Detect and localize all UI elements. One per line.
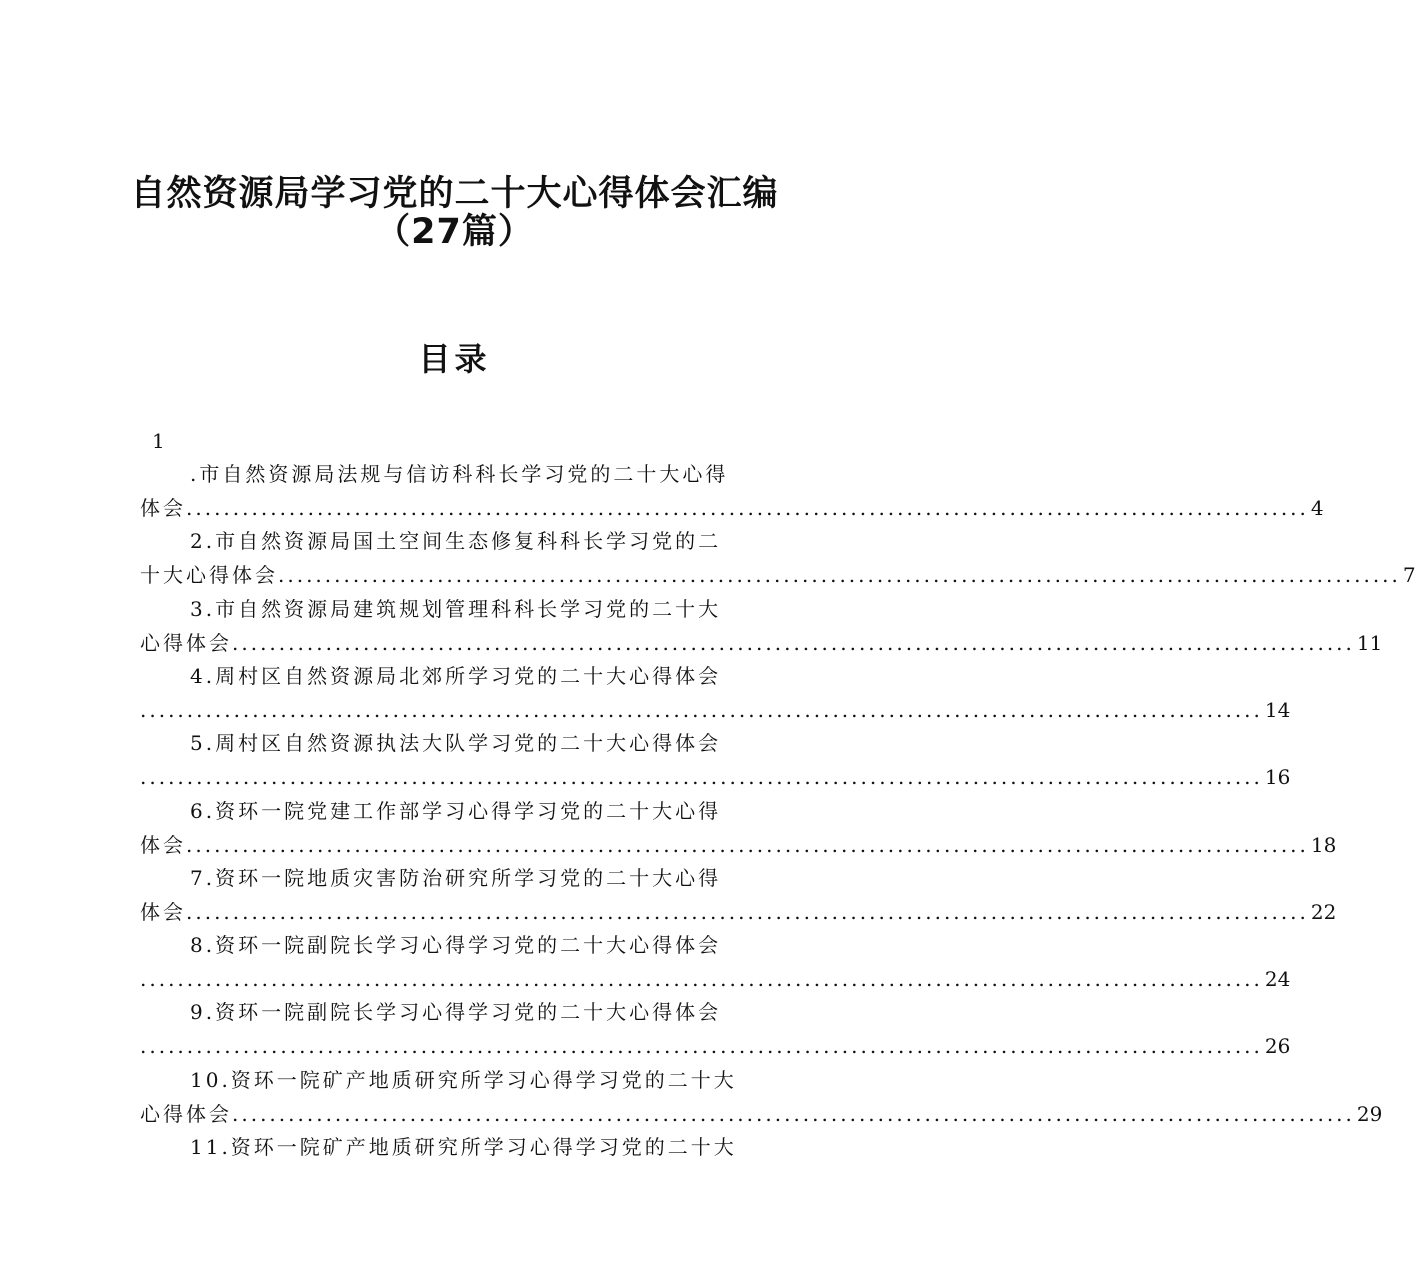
toc-first-number: 1 [152,429,165,453]
toc-entry[interactable] [140,995,1291,1063]
toc-entry[interactable] [140,1130,772,1198]
toc-page-number: 4 [1310,496,1324,520]
toc-heading: 目录 [418,340,491,378]
toc-entry-title-continued: 十大心得体会 [140,563,278,588]
toc-entry-leader-line [140,558,1416,592]
toc-page-number: 11 [1356,630,1383,655]
toc-entry[interactable] [140,524,1416,592]
toc-entry-title-continued: 体会 [140,832,186,857]
toc-entry[interactable] [140,659,1291,727]
toc-entry-title: 11.资环一院矿产地质研究所学习心得学习党的二十大 [190,1135,737,1159]
toc-entry-title: 3.市自然资源局建筑规划管理科科长学习党的二十大 [190,596,722,621]
toc-page-number: 22 [1310,899,1337,924]
toc-entry[interactable] [140,861,1337,929]
toc-entry[interactable] [140,1063,1383,1131]
toc-entry-title: 4.周村区自然资源局北郊所学习党的二十大心得体会 [190,663,722,688]
toc-entry-leader-line [140,693,1291,727]
toc-entry[interactable] [140,457,1324,525]
toc-dot-leader: ........................................................................................................................ [140,1034,1263,1059]
toc-dot-leader: ........................................................................................................................ [140,765,1263,790]
toc-page-number: 29 [1356,1101,1383,1126]
toc-dot-leader: ........................................................................................................................ [232,1101,1355,1126]
toc-entry[interactable] [140,726,1291,794]
toc-entry-leader-line [140,828,1337,862]
toc-entry-title: 9.资环一院副院长学习心得学习党的二十大心得体会 [190,1000,722,1025]
toc-entry-title-continued: 心得体会 [140,1101,232,1126]
toc-page-number: 7 [1402,563,1416,588]
toc-page-number: 18 [1310,832,1337,857]
toc-dot-leader: ........................................................................................................................ [278,563,1401,588]
document-title-line1: 自然资源局学习党的二十大心得体会汇编 [130,174,779,214]
toc-dot-leader: ........................................................................................................................ [186,899,1309,924]
toc-entry-leader-line [140,895,1337,929]
toc-dot-leader: ........................................................................................................................ [186,496,1309,520]
toc-dot-leader: ........................................................................................................................ [186,832,1309,857]
toc-entry-title-continued: 体会 [140,899,186,924]
toc-entry-leader-line [140,1097,1383,1131]
toc-entry-title: 10.资环一院矿产地质研究所学习心得学习党的二十大 [190,1067,737,1092]
toc-entry-title: 2.市自然资源局国土空间生态修复科科长学习党的二 [190,529,722,554]
toc-entry-leader-line [140,1029,1291,1063]
document-title-line2: （27篇） [375,212,534,252]
toc-dot-leader: ........................................................................................................................ [140,697,1263,722]
toc-entry[interactable] [140,794,1337,862]
toc-entry-leader-line [140,962,1291,996]
toc-entry[interactable] [140,592,1383,660]
toc-entry-title: 8.资环一院副院长学习心得学习党的二十大心得体会 [190,933,722,958]
toc-entry-leader-line [140,626,1383,660]
toc-page-number: 14 [1264,697,1291,722]
toc-entry-title: 5.周村区自然资源执法大队学习党的二十大心得体会 [190,731,722,756]
toc-entry-title: 6.资环一院党建工作部学习心得学习党的二十大心得 [190,798,722,823]
toc-page-number: 16 [1264,765,1291,790]
toc-entry[interactable] [140,928,1291,996]
toc-entry-title-continued: 心得体会 [140,630,232,655]
toc-entry-title-continued: 体会 [140,496,186,520]
toc-entry-title: 7.资环一院地质灾害防治研究所学习党的二十大心得 [190,865,722,890]
toc-page-number: 26 [1264,1034,1291,1059]
toc-entry-title: .市自然资源局法规与信访科科长学习党的二十大心得 [190,462,729,486]
toc-entry-leader-line [140,491,1324,525]
toc-page-number: 24 [1264,967,1291,992]
toc-entry-leader-line [140,760,1291,794]
toc-dot-leader: ........................................................................................................................ [232,630,1355,655]
toc-dot-leader: ........................................................................................................................ [140,967,1263,992]
